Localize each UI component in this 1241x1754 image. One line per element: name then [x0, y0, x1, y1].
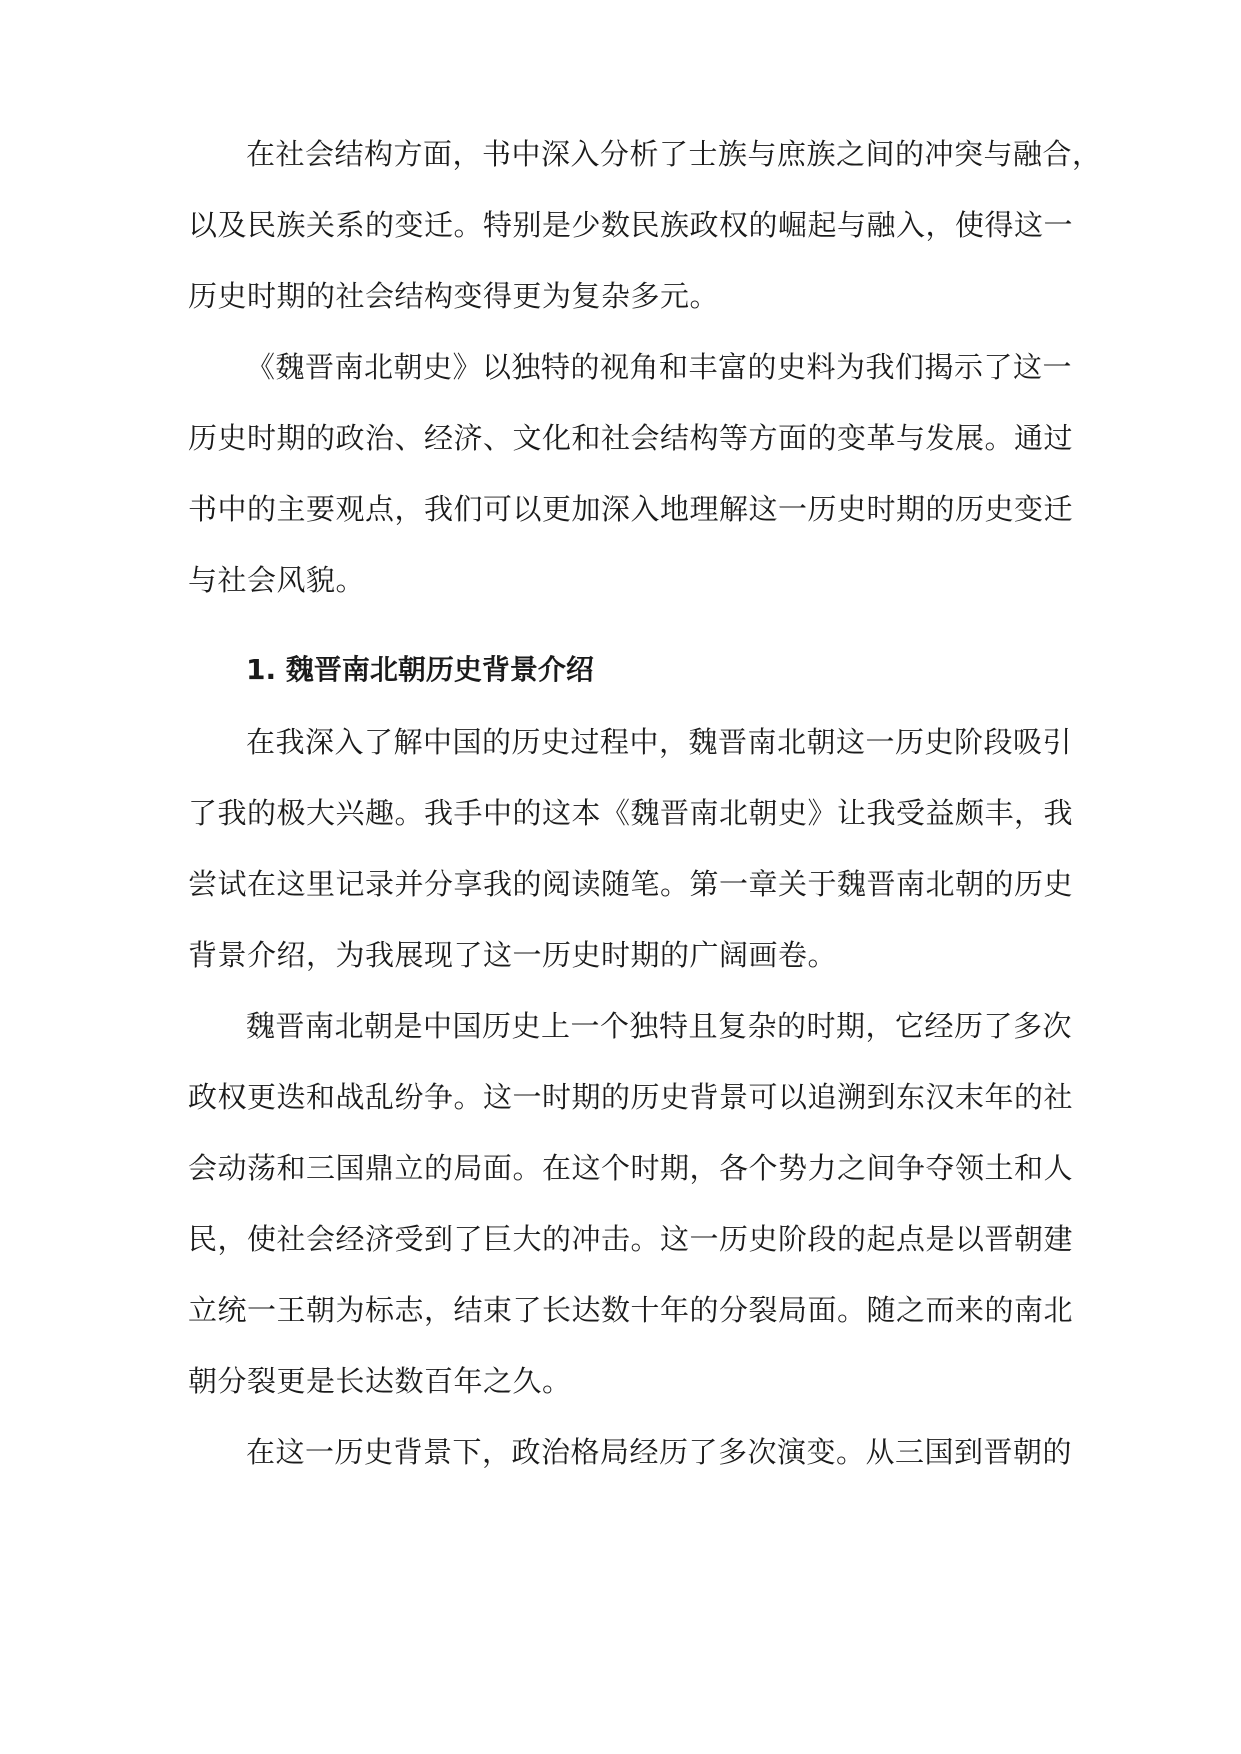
paragraph-line: 历史时期的社会结构变得更为复杂多元。	[188, 279, 720, 313]
paragraph-line: 魏晋南北朝是中国历史上一个独特且复杂的时期，它经历了多次	[246, 1009, 1073, 1043]
paragraph-line: 以及民族关系的变迁。特别是少数民族政权的崛起与融入，使得这一	[188, 208, 1074, 242]
paragraph-line: 书中的主要观点，我们可以更加深入地理解这一历史时期的历史变迁	[188, 492, 1074, 526]
paragraph-line: 政权更迭和战乱纷争。这一时期的历史背景可以追溯到东汉末年的社	[188, 1080, 1074, 1114]
paragraph-line: 立统一王朝为标志，结束了长达数十年的分裂局面。随之而来的南北	[188, 1293, 1074, 1327]
paragraph-line: 历史时期的政治、经济、文化和社会结构等方面的变革与发展。通过	[188, 421, 1074, 455]
paragraph-line: 在社会结构方面，书中深入分析了士族与庶族之间的冲突与融合，	[246, 137, 1102, 171]
paragraph-line: 在我深入了解中国的历史过程中，魏晋南北朝这一历史阶段吸引	[246, 725, 1073, 759]
paragraph-line: 民，使社会经济受到了巨大的冲击。这一历史阶段的起点是以晋朝建	[188, 1222, 1074, 1256]
paragraph-line: 在这一历史背景下，政治格局经历了多次演变。从三国到晋朝的	[246, 1435, 1073, 1469]
paragraph-line: 了我的极大兴趣。我手中的这本《魏晋南北朝史》让我受益颇丰，我	[188, 796, 1074, 830]
paragraph-line: 背景介绍，为我展现了这一历史时期的广阔画卷。	[188, 938, 838, 972]
paragraph-line: 尝试在这里记录并分享我的阅读随笔。第一章关于魏晋南北朝的历史	[188, 867, 1074, 901]
paragraph-line: 《魏晋南北朝史》以独特的视角和丰富的史料为我们揭示了这一	[246, 350, 1073, 384]
section-heading: 1. 魏晋南北朝历史背景介绍	[246, 653, 594, 686]
paragraph-line: 与社会风貌。	[188, 563, 366, 597]
paragraph-line: 会动荡和三国鼎立的局面。在这个时期，各个势力之间争夺领土和人	[188, 1151, 1074, 1185]
paragraph-line: 朝分裂更是长达数百年之久。	[188, 1364, 572, 1398]
